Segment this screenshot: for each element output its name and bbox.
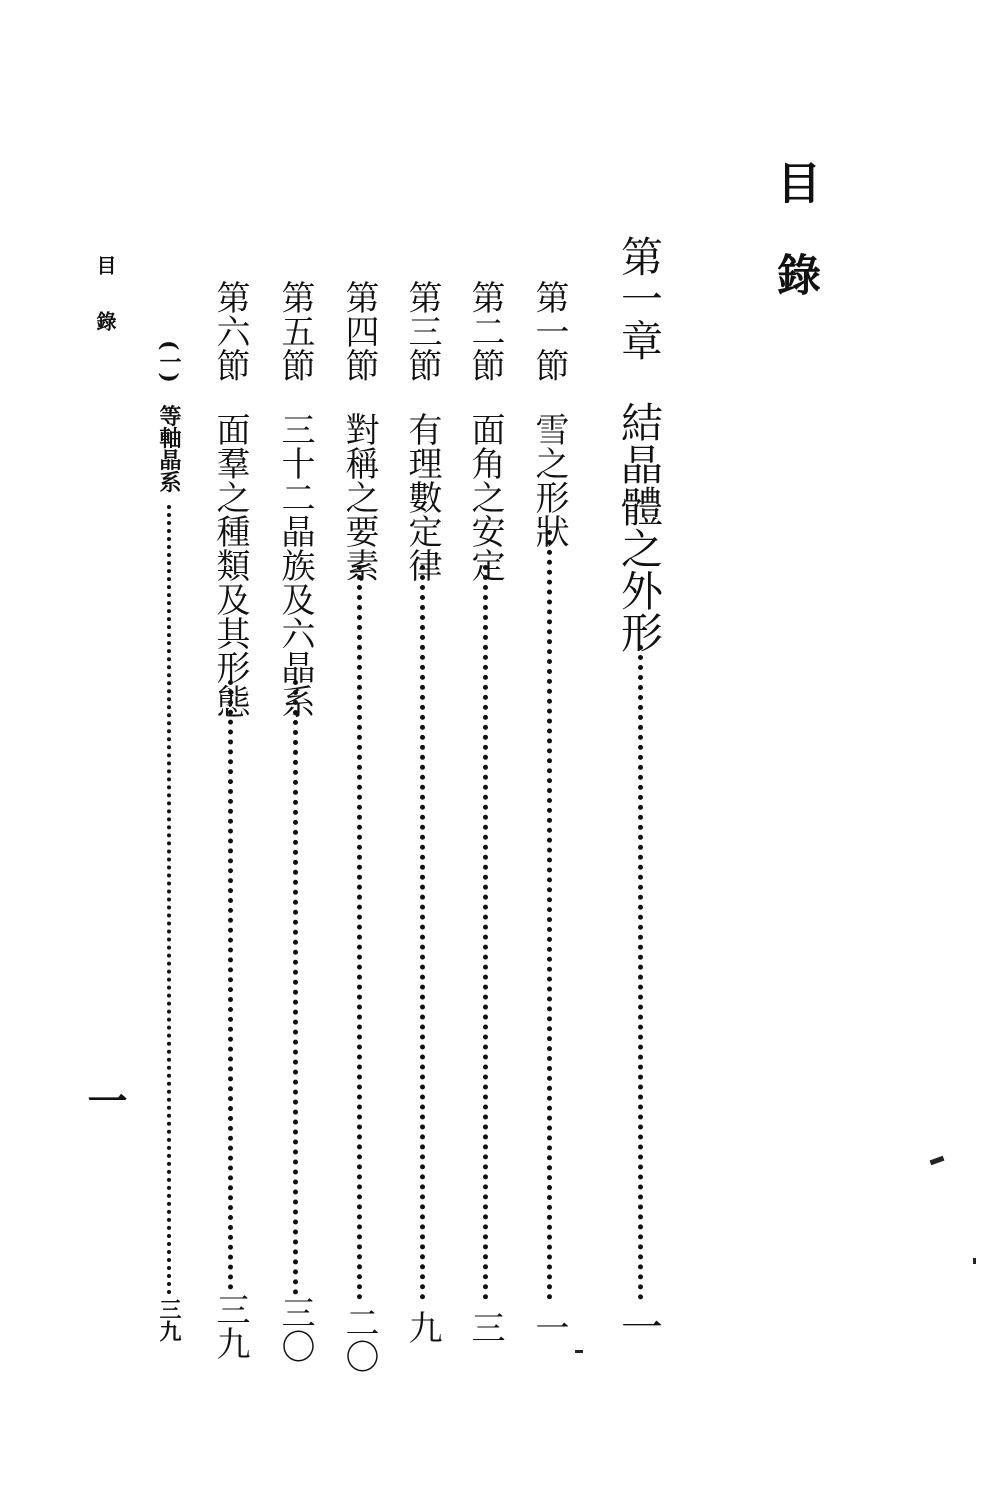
chapter-entry bbox=[615, 235, 664, 653]
section-number: 第三節 bbox=[402, 280, 442, 382]
section-leader-1 bbox=[547, 530, 552, 1300]
chapter-title: 結晶體之外形 bbox=[615, 401, 664, 653]
section-page-3: 九 bbox=[402, 1310, 442, 1344]
section-title: 面羣之種類及其形態 bbox=[210, 412, 250, 718]
scan-speck bbox=[973, 1258, 976, 1264]
section-title: 有理數定律 bbox=[402, 412, 442, 582]
page-title: 目錄 bbox=[769, 160, 820, 344]
section-leader-4 bbox=[357, 565, 362, 1300]
section-page-2: 三 bbox=[465, 1310, 505, 1344]
scan-speck bbox=[930, 1156, 945, 1165]
section-number: 第五節 bbox=[275, 280, 315, 382]
section-title: 對稱之要素 bbox=[339, 412, 379, 582]
chapter-leader bbox=[638, 645, 643, 1300]
section-title: 面角之安定 bbox=[465, 412, 505, 582]
scan-speck bbox=[575, 1350, 583, 1353]
section-page-1: 一 bbox=[529, 1310, 569, 1344]
section-entry-3 bbox=[402, 280, 442, 582]
subsection-page: 三九 bbox=[156, 1298, 182, 1342]
chapter-number: 第一章 bbox=[615, 235, 664, 361]
section-title: 三十二晶族及六晶系 bbox=[275, 412, 315, 718]
section-entry-1 bbox=[529, 280, 569, 548]
section-number: 第二節 bbox=[465, 280, 505, 382]
folio: 一 bbox=[81, 1080, 128, 1120]
subsection-entry bbox=[158, 340, 180, 493]
section-entry-5 bbox=[275, 280, 315, 718]
section-entry-2 bbox=[465, 280, 505, 582]
section-number: 第一節 bbox=[529, 280, 569, 382]
section-number: 第六節 bbox=[210, 280, 250, 382]
section-page-6: 三九 bbox=[210, 1292, 250, 1360]
section-leader-3 bbox=[420, 565, 425, 1300]
chapter-page: 一 bbox=[615, 1305, 664, 1347]
section-page-5: 三〇 bbox=[275, 1295, 315, 1363]
section-leader-2 bbox=[483, 565, 488, 1300]
subsection-number: (一) bbox=[156, 340, 182, 383]
section-page-4: 二〇 bbox=[339, 1305, 379, 1373]
section-entry-4 bbox=[339, 280, 379, 582]
section-number: 第四節 bbox=[339, 280, 379, 382]
section-leader-5 bbox=[293, 680, 298, 1295]
running-head: 目錄 bbox=[93, 255, 117, 367]
subsection-title: 等軸晶系 bbox=[156, 404, 182, 493]
section-leader-6 bbox=[228, 680, 233, 1290]
section-entry-6 bbox=[210, 280, 250, 718]
subsection-leader bbox=[167, 505, 171, 1295]
section-title: 雪之形狀 bbox=[529, 412, 569, 548]
